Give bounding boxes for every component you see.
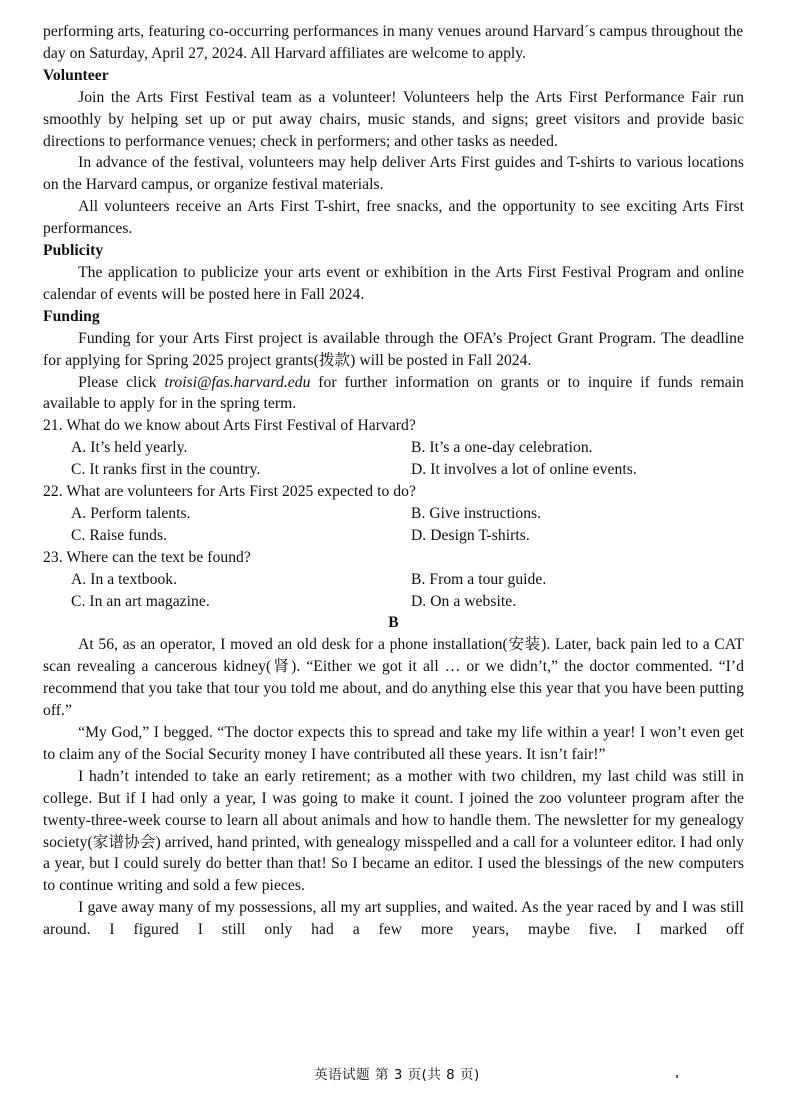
contact-suffix: for further information on grants or to inquire if funds remain available to apply for in the spring term. bbox=[43, 373, 744, 413]
passage-b-paragraph: I gave away many of my possessions, all my art supplies, and waited. As the year raced by and I was still around. I figured I still only had a few more years, maybe five. I marked off bbox=[43, 899, 744, 939]
option-d: D. On a website. bbox=[411, 592, 517, 610]
option-b: B. It’s a one-day celebration. bbox=[411, 439, 593, 457]
option-d: D. Design T-shirts. bbox=[411, 526, 530, 544]
question-stem bbox=[43, 415, 744, 437]
publicity-paragraph: The application to publicize your arts event or exhibition in the Arts First Festival Program and online calendar of events will be posted here in Fall 2024. bbox=[43, 263, 744, 303]
section-heading-publicity: Publicity bbox=[43, 242, 104, 260]
passage-b-paragraph: I hadn’t intended to take an early retirement; as a mother with two children, my last child was still in college. But if I had only a year, I was going to make it count. I joined the zoo volunteer program after the twenty-three-week course to learn all about animals and how to handle them. The newsletter for my genealogy society(家谱协会) arrived, hand printed, with genealogy misspelled and a call for a volunteer editor. I had only a year, but I could surely do better than that! So I became an editor. I used the blessings of the new computers to continue writing and sold a few pieces. bbox=[43, 767, 744, 895]
option-b: B. Give instructions. bbox=[411, 504, 542, 522]
question-22 bbox=[43, 481, 744, 547]
section-heading-volunteer: Volunteer bbox=[43, 66, 109, 84]
question-options bbox=[43, 569, 744, 613]
question-text: What do we know about Arts First Festival of Harvard? bbox=[66, 417, 416, 435]
volunteer-paragraph: Join the Arts First Festival team as a volunteer! Volunteers help the Arts First Performance Fair run smoothly by helping set up or put away chairs, music stands, and signs; greet visitors and provide basic directions to performance venues; check in performers; and other tasks as needed. bbox=[43, 88, 744, 150]
option-a: A. In a textbook. bbox=[71, 570, 178, 588]
option-c: C. Raise funds. bbox=[71, 526, 168, 544]
page-footer: 英语试题 第 3 页(共 8 页) bbox=[314, 1067, 480, 1083]
option-d: D. It involves a lot of online events. bbox=[411, 461, 637, 479]
contact-email-link[interactable]: troisi@fas.harvard.edu bbox=[164, 373, 311, 391]
funding-paragraph: Funding for your Arts First project is available through the OFA’s Project Grant Program. The deadline for applying for Spring 2025 project grants(拨款) will be posted in Fall 2024. bbox=[43, 329, 744, 369]
funding-contact-paragraph bbox=[43, 372, 744, 416]
passage-b-paragraph: At 56, as an operator, I moved an old desk for a phone installation(安装). Later, back pain led to a CAT scan revealing a cancerous kidney(肾). “Either we got it all … or we didn’t,” the doctor commented. “I’d recommend that you take that tour you told me about, and do anything else this year that you have been putting off.” bbox=[43, 636, 744, 720]
passage-b-label: B bbox=[388, 614, 399, 632]
option-b: B. From a tour guide. bbox=[411, 570, 547, 588]
question-21 bbox=[43, 415, 744, 481]
option-a: A. It’s held yearly. bbox=[71, 439, 188, 457]
passage-a-intro-continuation: performing arts, featuring co-occurring performances in many venues around Harvard´s campus throughout the day on Saturday, April 27, 2024. All Harvard affiliates are welcome to apply. bbox=[43, 23, 744, 62]
question-number: 21. bbox=[43, 417, 63, 435]
exam-page bbox=[43, 21, 744, 941]
volunteer-paragraph: In advance of the festival, volunteers may help deliver Arts First guides and T-shirts to various locations on the Harvard campus, or organize festival materials. bbox=[43, 154, 744, 194]
question-text: What are volunteers for Arts First 2025 expected to do? bbox=[66, 483, 416, 501]
question-options bbox=[43, 503, 744, 547]
option-c: C. It ranks first in the country. bbox=[71, 461, 261, 479]
section-heading-funding: Funding bbox=[43, 307, 100, 325]
question-number: 22. bbox=[43, 483, 63, 501]
question-number: 23. bbox=[43, 548, 63, 566]
question-stem bbox=[43, 481, 744, 503]
passage-b-paragraph: “My God,” I begged. “The doctor expects this to spread and take my life within a year! I won’t even get to claim any of the Social Security money I have contributed all these years. It isn’t fair!” bbox=[43, 724, 744, 763]
question-23 bbox=[43, 547, 744, 613]
question-stem bbox=[43, 547, 744, 569]
option-a: A. Perform talents. bbox=[71, 504, 191, 522]
option-c: C. In an art magazine. bbox=[71, 592, 210, 610]
contact-prefix: Please click bbox=[78, 373, 165, 391]
volunteer-paragraph: All volunteers receive an Arts First T-shirt, free snacks, and the opportunity to see exciting Arts First performances. bbox=[43, 198, 744, 238]
question-options bbox=[43, 437, 744, 481]
scan-speck bbox=[676, 1075, 678, 1078]
question-text: Where can the text be found? bbox=[66, 548, 251, 566]
